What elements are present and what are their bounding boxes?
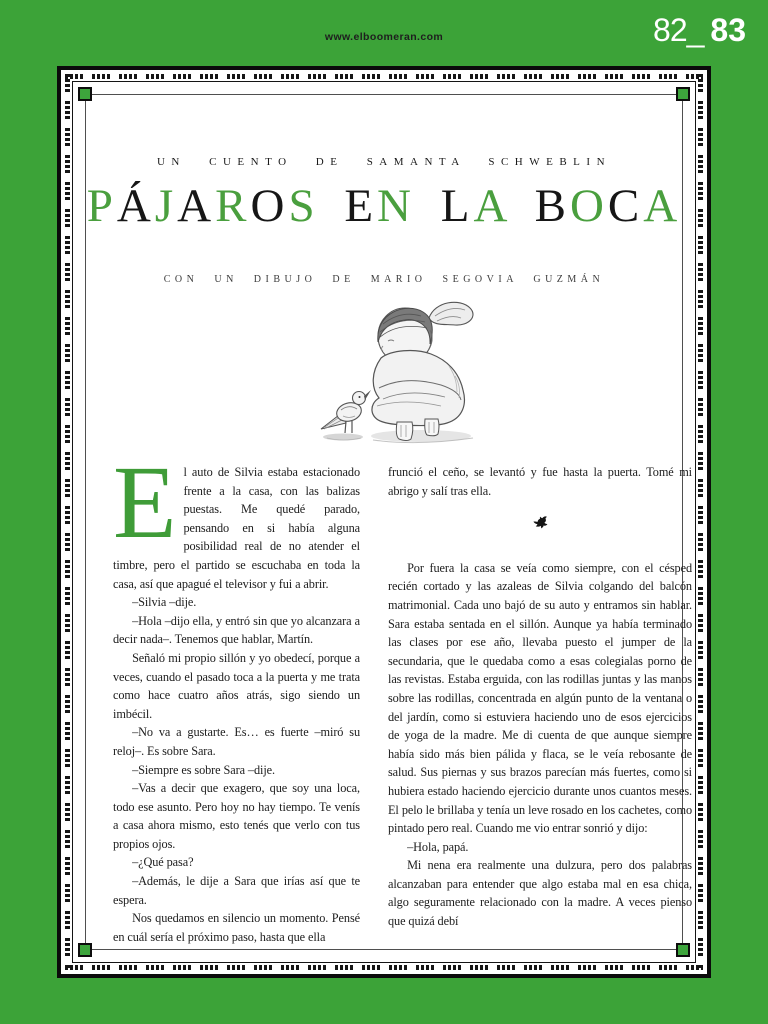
- title-letter: P: [86, 180, 117, 232]
- girl-and-bird-illustration: [313, 296, 495, 450]
- opening-paragraph-text: l auto de Silvia estaba estacionado frente a la casa, con las balizas puestas. Me quedé parado, pensando en si había alguna posibilidad real de no atender el timbre, pero el partido se escuchaba en toda la casa, así que apagué el televisor y fui a abrir.: [113, 465, 360, 591]
- paragraph: –Vas a decir que exagero, que soy una loca, todo ese asunto. Pero hoy no hay tiempo. Te venís a casa ahora mismo, esto tenés que verlo con tus propios ojos.: [113, 781, 360, 851]
- page-title: [61, 178, 707, 234]
- corner-square-icon: [78, 87, 92, 101]
- byline: CON UN DIBUJO DE MARIO SEGOVIA GUZMÁN: [163, 274, 605, 285]
- corner-square-icon: [676, 943, 690, 957]
- paragraph: –¿Qué pasa?: [132, 855, 194, 870]
- title-letter: S: [288, 180, 319, 232]
- title-letter: J: [154, 180, 178, 232]
- title-letter: O: [569, 180, 608, 232]
- title-letter: O: [250, 180, 289, 232]
- title-letter: R: [215, 180, 251, 232]
- paragraph: –No va a gustarte. Es… es fuerte –miró su reloj–. Es sobre Sara.: [113, 725, 360, 758]
- title-letter: A: [643, 180, 682, 232]
- paragraph: Mi nena era realmente una dulzura, pero dos palabras alcanzaban para entender que algo estaba mal en esa chica, algo seguramente relacionado con la madre. A veces pienso que quizá debí: [388, 858, 692, 929]
- right-paragraphs: [388, 559, 692, 931]
- paragraph: Nos quedamos en silencio un momento. Pensé en cuál sería el próximo paso, hasta que ella: [113, 911, 360, 944]
- title-letter: A: [473, 180, 509, 232]
- page-number-right: 83: [710, 12, 746, 48]
- corner-square-icon: [676, 87, 690, 101]
- book-page: [57, 66, 711, 978]
- title-letter: N: [377, 180, 415, 232]
- opening-paragraph: [113, 445, 360, 593]
- kicker: UN CUENTO DE SAMANTA SCHWEBLIN: [156, 156, 612, 168]
- bird-dingbat-icon: [532, 520, 549, 534]
- text-column-left: [113, 445, 360, 946]
- paragraph: –Siempre es sobre Sara –dije.: [132, 762, 275, 777]
- text-column-right: [388, 463, 692, 931]
- dashed-border-bottom: [65, 965, 703, 970]
- left-paragraphs: [113, 593, 360, 946]
- paragraph: Por fuera la casa se veía como siempre, con el césped recién cortado y las azaleas de Silvia colgando del balcón matrimonial. Cada uno bajó de su auto y entramos sin hablar. Sara estaba sentada en el sillón. Aunque ya había terminado las clases por ese año, llevaba puesto el jumper de la secundaria, que le quedaba como a esas colegialas porno de las revistas. Estaba erguida, con las rodillas juntas y las manos sobre las rodillas, concentrada en algún punto de la ventana o del jardín, como si estuviera haciendo uno de esos ejercicios de yoga de la madre. Me di cuenta de que aunque siempre había sido más bien pálida y flaca, se le veía rebosante de salud. Sus piernas y sus brazos parecían más fuertes, como si hubiera estado haciendo ejercicio durante unos cuantos meses. El pelo le brillaba y tenía un leve rosado en los cachetes, como pintado pero real. Cuando me vio entrar sonrió y dijo:: [388, 560, 692, 836]
- title-letter: C: [607, 180, 644, 232]
- title-letter: Á: [116, 180, 155, 232]
- website-url[interactable]: www.elboomeran.com: [324, 31, 444, 43]
- paragraph: –Además, le dije a Sara que irías así que te espera.: [113, 874, 360, 907]
- paragraph: –Hola –dijo ella, y entró sin que yo alcanzara a decir nada–. Tenemos que hablar, Martín.: [113, 613, 360, 647]
- page-numbers: [653, 14, 746, 46]
- title-letter: A: [177, 180, 216, 232]
- paragraph: Señaló mi propio sillón y yo obedecí, porque a veces, cuando el pasado toca a la puerta y me trata como hace cuatro años atrás, sigo siendo un imbécil.: [113, 650, 360, 721]
- title-letter: E: [344, 180, 378, 232]
- page-number-left: 82_: [653, 12, 704, 48]
- title-letter: L: [440, 180, 474, 232]
- section-break: [388, 515, 692, 537]
- dashed-border-top: [65, 74, 703, 79]
- corner-square-icon: [78, 943, 92, 957]
- title-letter: B: [534, 180, 570, 232]
- paragraph: –Silvia –dije.: [132, 595, 197, 610]
- drop-cap: E: [113, 445, 177, 560]
- paragraph: –Hola, papá.: [407, 839, 469, 854]
- continuation-paragraph: frunció el ceño, se levantó y fue hasta la puerta. Tomé mi abrigo y salí tras ella.: [388, 465, 692, 498]
